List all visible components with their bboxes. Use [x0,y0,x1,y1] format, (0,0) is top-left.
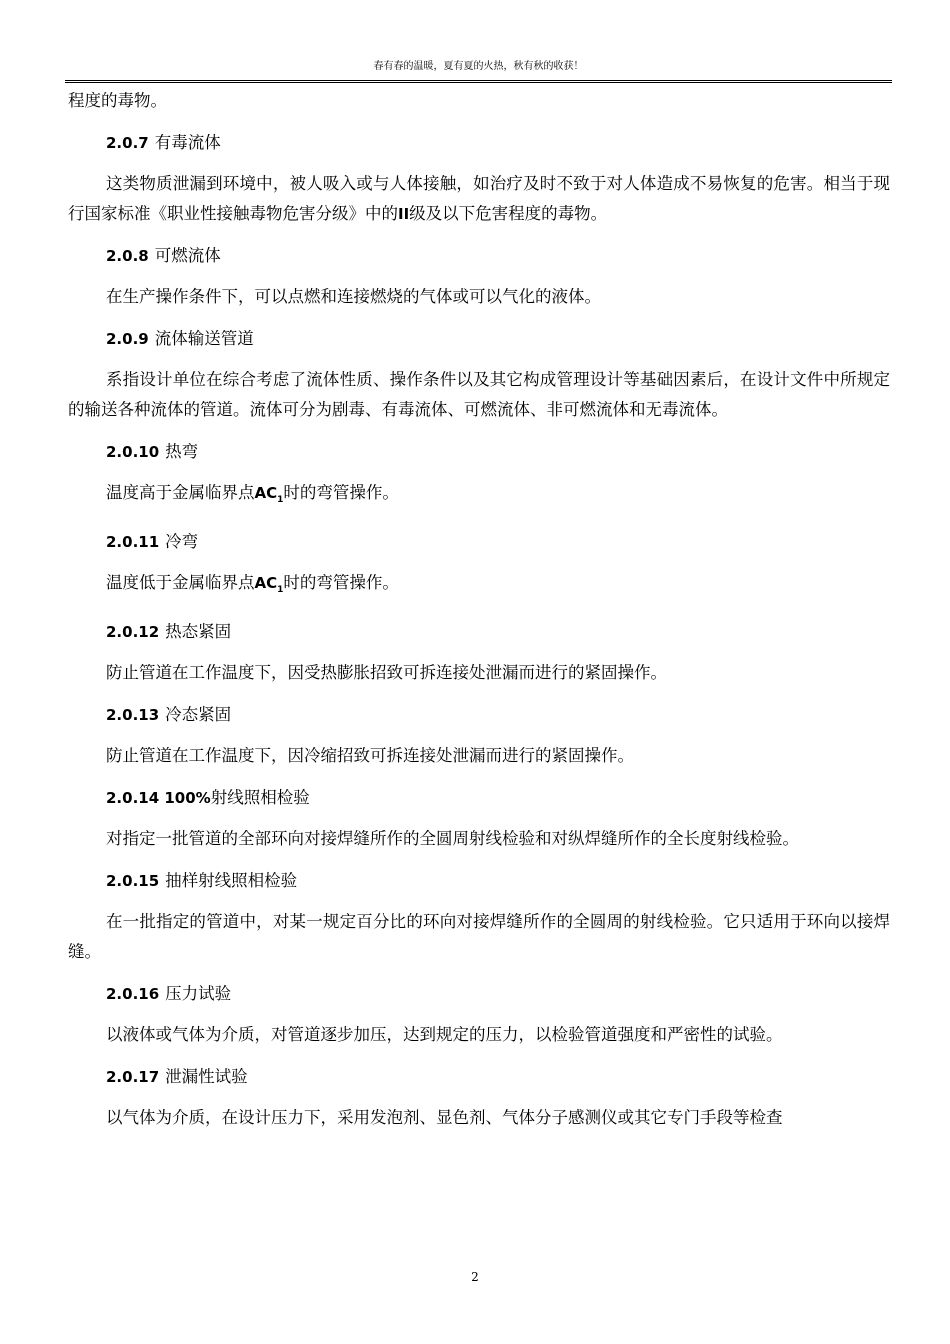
section-title: 流体输送管道 [154,329,254,348]
section-body-2-0-7 [68,169,890,229]
section-title: 冷弯 [165,532,199,551]
body-text: 时的弯管操作。 [283,483,399,502]
term-ac: AC [254,484,278,502]
section-title: 可燃流体 [154,246,221,265]
section-body-2-0-17: 以气体为介质，在设计压力下，采用发泡剂、显色剂、气体分子感测仪或其它专门手段等检查 [106,1108,783,1127]
section-number: 2.0.16 [106,985,160,1003]
section-title: 泄漏性试验 [165,1067,248,1086]
section-number: 2.0.17 [106,1068,160,1086]
section-number: 2.0.12 [106,623,160,641]
section-heading-2-0-16 [68,979,890,1009]
page-number: 2 [471,1270,479,1284]
section-number: 2.0.11 [106,533,160,551]
section-number: 2.0.15 [106,872,160,890]
section-heading-2-0-8 [68,241,890,271]
section-title: 射线照相检验 [210,788,310,807]
section-number: 2.0.10 [106,443,160,461]
section-heading-2-0-10 [68,437,890,467]
section-body-2-0-9: 系指设计单位在综合考虑了流体性质、操作条件以及其它构成管理设计等基础因素后，在设计文件中所规定的输送各种流体的管道。流体可分为剧毒、有毒流体、可燃流体、非可燃流体和无毒流体。 [68,370,890,419]
page-header: 春有春的温暖，夏有夏的火热，秋有秋的收获！ [373,61,584,72]
section-heading-2-0-13 [68,700,890,730]
section-heading-2-0-9 [68,324,890,354]
section-body-2-0-10 [68,478,890,515]
section-title: 抽样射线照相检验 [165,871,298,890]
section-title: 热态紧固 [165,622,232,641]
term-subscript: 1 [277,495,284,505]
section-body-2-0-12: 防止管道在工作温度下，因受热膨胀招致可拆连接处泄漏而进行的紧固操作。 [106,663,667,682]
section-body-2-0-16: 以液体或气体为介质，对管道逐步加压，达到规定的压力，以检验管道强度和严密性的试验。 [106,1025,783,1044]
body-text: 温度高于金属临界点 [106,483,255,502]
section-body-2-0-15: 在一批指定的管道中，对某一规定百分比的环向对接焊缝所作的全圆周的射线检验。它只适用于环向以接焊缝。 [68,912,890,961]
section-title: 冷态紧固 [165,705,232,724]
header-divider [65,80,892,83]
body-text: 温度低于金属临界点 [106,573,255,592]
section-heading-2-0-14 [68,783,890,813]
body-text: 这类物质泄漏到环境中，被人吸入或与人体接触，如治疗及时不致于对人体造成不易恢复的危害。相当于现行国家标准《职业性接触毒物危害分级》中的 [68,174,890,223]
body-text: 级及以下危害程度的毒物。 [409,204,608,223]
section-body-2-0-13: 防止管道在工作温度下，因冷缩招致可拆连接处泄漏而进行的紧固操作。 [106,746,634,765]
section-body-2-0-8: 在生产操作条件下，可以点燃和连接燃烧的气体或可以气化的液体。 [106,287,601,306]
section-number: 2.0.8 [106,247,149,265]
section-body-2-0-11 [68,568,890,605]
section-number: 2.0.9 [106,330,149,348]
section-heading-2-0-7 [68,128,890,158]
section-number: 2.0.14 100% [106,789,211,807]
document-body [68,86,890,1133]
section-number: 2.0.13 [106,706,160,724]
roman-numeral: II [398,205,410,223]
section-title: 热弯 [165,442,199,461]
paragraph-continuation: 程度的毒物。 [68,91,167,110]
section-heading-2-0-11 [68,527,890,557]
section-heading-2-0-17 [68,1062,890,1092]
section-number: 2.0.7 [106,134,149,152]
section-title: 有毒流体 [154,133,221,152]
section-heading-2-0-15 [68,866,890,896]
body-text: 时的弯管操作。 [283,573,399,592]
term-subscript: 1 [277,585,284,595]
section-title: 压力试验 [165,984,232,1003]
section-body-2-0-14: 对指定一批管道的全部环向对接焊缝所作的全圆周射线检验和对纵焊缝所作的全长度射线检验。 [106,829,799,848]
term-ac: AC [254,574,278,592]
section-heading-2-0-12 [68,617,890,647]
